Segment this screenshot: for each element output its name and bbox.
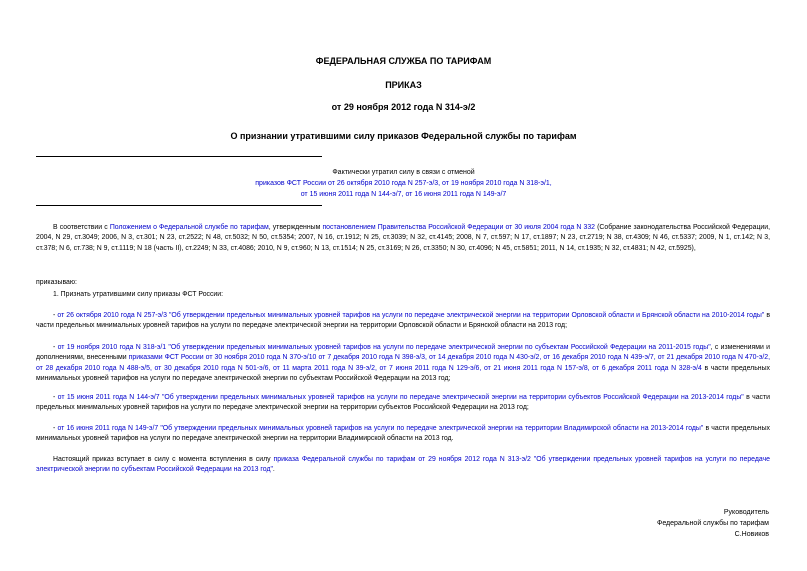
repealed-order-4: - от 16 июня 2011 года N 149-э/7 "Об утверждении предельных минимальных уровней тарифов на услуги по передаче электрической энергии на территории Владимирской области на 2013-2014 годы" в части предельных минимальных уровней тарифов на услуги по передаче электрической энергии на территории Владимирской области на 2013 год. (36, 425, 770, 443)
order-link-313[interactable]: приказа Федеральной службы по тарифам от 29 ноября 2012 года N 313-э/2 "Об утверждении предельных уровней тарифов на услуги по передаче электрической энергии по субъектам Российской Федерации на 2013 год" (36, 456, 770, 474)
note-line-3[interactable] (0, 190, 807, 200)
signature-name: С.Новиков (734, 531, 769, 538)
signature-block (657, 507, 769, 540)
repealed-order-2: - от 19 ноября 2010 года N 318-э/1 "Об утверждении предельных минимальных уровней тарифов на услуги по передаче электрической энергии по субъектам Российской Федерации на 2011-2015 годы", с изменениями и дополнениями, внесенными приказами ФСТ России от 30 ноября 2010 года N 370-э/10 от 7 декабря 2010 года N 398-э/3, от 14 декабря 2010 года N 430-э/2, от 16 декабря 2010 года N 439-э/7, от 21 декабря 2010 года N 470-э/2, от 28 декабря 2010 года N 488-э/5, от 30 декабря 2010 года N 501-э/6, от 11 марта 2011 года N 39-э/2, от 7 июня 2011 года N 129-э/6, от 21 июня 2011 года N 157-э/8, от 6 декабря 2011 года N 328-э/4 в части предельных минимальных уровней тарифов на услуги по передаче электрической энергии по субъектам Российской Федерации на 2013 год; (36, 344, 771, 383)
order-link-318[interactable]: от 19 ноября 2010 года N 318-э/1 "Об утверждении предельных минимальных уровней тарифов на услуги по передаче электрической энергии по субъектам Российской Федерации на 2011-2015 годы" (57, 344, 711, 351)
repealed-order-1: - от 26 октября 2010 года N 257-э/3 "Об утверждении предельных минимальных уровней тарифов на услуги по передаче электрической энергии на территории Орловской области и Брянской области на 2010-2014 годы" в части предельных минимальных уровней тарифов на услуги по передаче электрической энергии на территории Орловской области и Брянской области на 2013 год; (36, 312, 771, 330)
signature-agency: Федеральной службы по тарифам (657, 520, 769, 527)
document-title: О признании утратившими силу приказов Федеральной службы по тарифам (230, 131, 577, 141)
order-link-149[interactable]: от 16 июня 2011 года N 149-э/7 "Об утверждении предельных минимальных уровней тарифов на услуги по передаче электрической энергии на территории Владимирской области на 2013-2014 годы" (57, 425, 704, 432)
preamble-paragraph: В соответствии с Положением о Федеральной службе по тарифам, утвержденным постановлением Правительства Российской Федерации от 30 июля 2004 года N 332 (Собрание законодательства Российской Федерации, 2004, N 29, ст.3049; 2006, N 3, ст.301; N 23, ст.2522; N 48, ст.5032; N 50, ст.5354; 2007, N 16, ст.1912; N 25, ст.3039; N 32, ст.4145; 2008, N 7, ст.597; N 17, ст.1897; N 23, ст.2719; N 38, ст.4309; N 46, ст.5337; 2009, N 1, ст.142; N 3, ст.378; N 6, ст.738; N 9, ст.1119; N 18 (часть II), ст.2249; N 33, ст.4086; 2010, N 9, ст.960; N 13, ст.1514; N 25, ст.3169; N 26, ст.3350; N 30, ст.4096; N 45, ст.5851; 2011, N 14, ст.1935; N 32, ст.4831; N 42, ст.5925), (36, 224, 771, 252)
order-link-144[interactable]: от 15 июня 2011 года N 144-э/7 "Об утверждении предельных минимальных уровней тарифов на услуги по передаче электрической энергии на территории субъектов Российской Федерации на 2013-2014 годы" (57, 394, 744, 401)
agency-title: ФЕДЕРАЛЬНАЯ СЛУЖБА ПО ТАРИФАМ (315, 56, 492, 66)
divider-top (36, 156, 322, 157)
order-link-257[interactable]: от 26 октября 2010 года N 257-э/3 "Об утверждении предельных минимальных уровней тарифов на услуги по передаче электрической энергии на территории Орловской области и Брянской области на 2010-2014 годы" (57, 312, 765, 319)
effective-date-paragraph: Настоящий приказ вступает в силу с момента вступления в силу приказа Федеральной службы по тарифам от 29 ноября 2012 года N 313-э/2 "Об утверждении предельных уровней тарифов на услуги по передаче электрической энергии по субъектам Российской Федерации на 2013 год". (36, 456, 770, 474)
regulation-link[interactable]: Положением о Федеральной службе по тарифам (109, 224, 269, 231)
divider-bottom (36, 205, 322, 206)
signature-position: Руководитель (723, 509, 769, 516)
order-word: приказываю: (36, 279, 77, 286)
repealed-order-3: - от 15 июня 2011 года N 144-э/7 "Об утверждении предельных минимальных уровней тарифов на услуги по передаче электрической энергии на территории субъектов Российской Федерации на 2013-2014 годы" в части предельных минимальных уровней тарифов на услуги по передаче электрической энергии на территории субъектов Российской Федерации на 2013 год; (36, 394, 770, 412)
government-decree-link[interactable]: постановлением Правительства Российской Федерации от 30 июля 2004 года N 332 (322, 224, 596, 231)
amending-orders-link[interactable]: приказами ФСТ России от 30 ноября 2010 года N 370-э/10 от 7 декабря 2010 года N 398-э/3, от 14 декабря 2010 года N 430-э/2, от 16 декабря 2010 года N 439-э/7, от 21 декабря 2010 года N 470-э/2, от 28 декабря 2010 года N 488-э/5, от 30 декабря 2010 года N 501-э/6, от 11 марта 2011 года N 39-э/2, от 7 июня 2011 года N 129-э/6, от 21 июня 2011 года N 157-э/8, от 6 декабря 2011 года N 328-э/4 (36, 354, 770, 372)
note-link-1[interactable]: приказов ФСТ России от 26 октября 2010 года N 257-э/3, от 19 ноября 2010 года N 318-э/1, (255, 180, 552, 187)
item-1: 1. Признать утратившими силу приказы ФСТ России: (53, 291, 224, 298)
note-line-1: Фактически утратил силу в связи с отменой (332, 169, 475, 176)
document-type: ПРИКАЗ (385, 80, 422, 90)
note-link-2[interactable]: от 15 июня 2011 года N 144-э/7, от 16 июня 2011 года N 149-э/7 (300, 191, 507, 198)
note-line-2[interactable] (0, 179, 807, 189)
document-date-number: от 29 ноября 2012 года N 314-э/2 (331, 102, 476, 112)
